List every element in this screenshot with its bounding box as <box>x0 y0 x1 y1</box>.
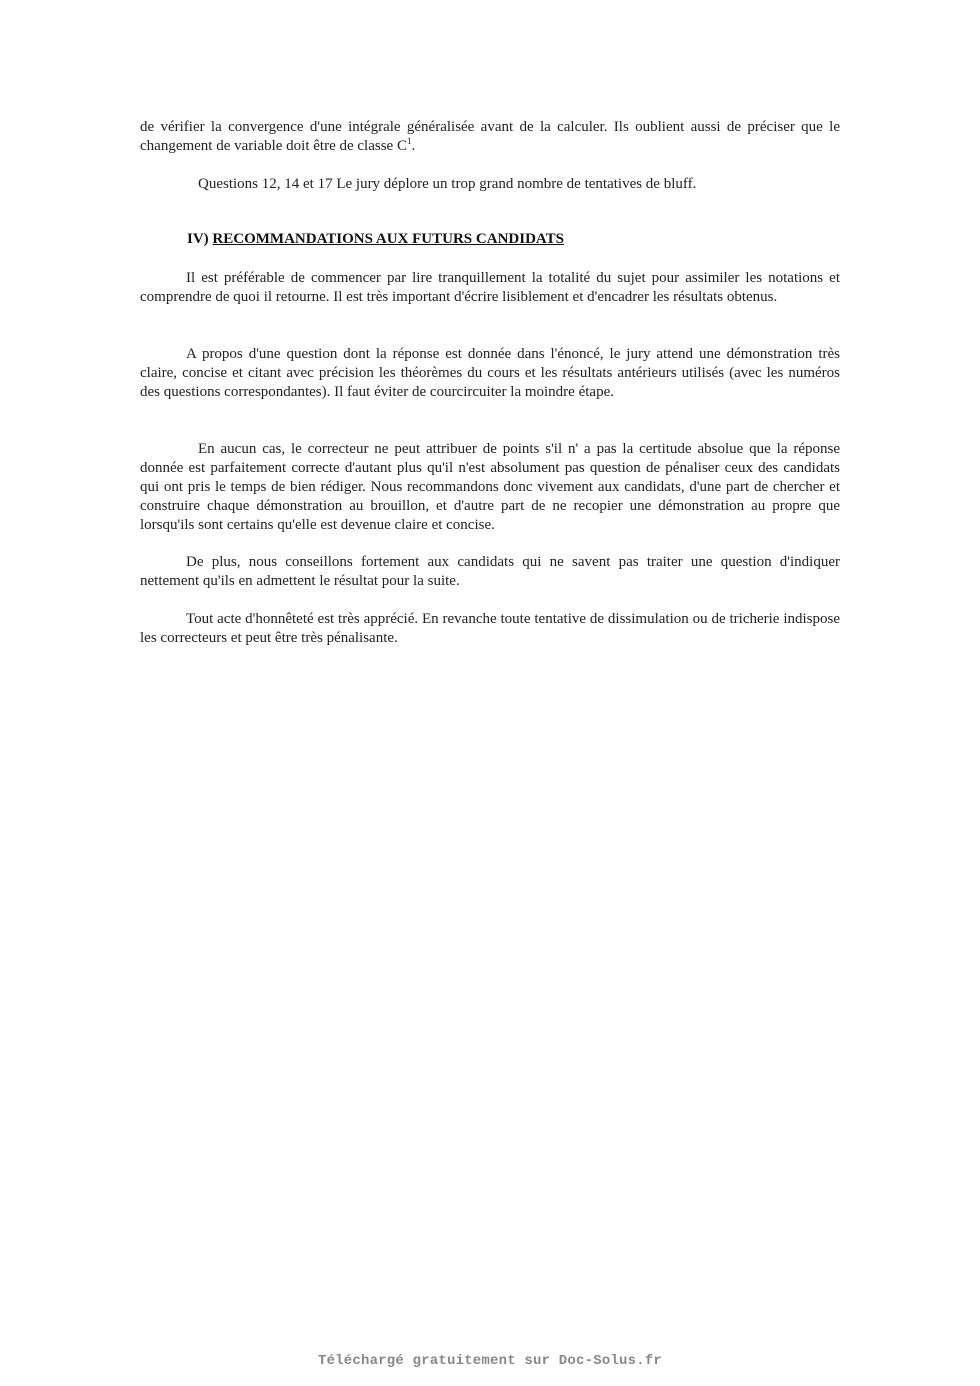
paragraph-text: de vérifier la convergence d'une intégrale généralisée avant de la calculer. Ils oublient aussi de préciser que le changement de variable doit être de classe C <box>140 119 840 154</box>
paragraph-demonstration <box>140 345 840 402</box>
paragraph-integral-convergence <box>140 118 840 156</box>
paragraph-text: Tout acte d'honnêteté est très apprécié. En revanche toute tentative de dissimulation ou de tricherie indispose les correcteurs et peut être très pénalisante. <box>140 611 840 646</box>
paragraph-text: Questions 12, 14 et 17 Le jury déplore un trop grand nombre de tentatives de bluff. <box>198 176 697 192</box>
paragraph-text: En aucun cas, le correcteur ne peut attribuer de points s'il n' a pas la certitude absolue que la réponse donnée est parfaitement correcte d'autant plus qu'il n'est absolument pas question de pénaliser ceux des candidats qui ont pris le temps de bien rédiger. Nous recommandons donc vivement aux candidats, d'une part de chercher et construire chaque démonstration au brouillon, et d'autre part de ne recopier une démonstration au propre que lorsqu'ils sont certains qu'elle est devenue claire et concise. <box>140 441 840 533</box>
footer-watermark: Téléchargé gratuitement sur Doc-Solus.fr <box>317 1353 663 1369</box>
paragraph-grading <box>140 440 840 535</box>
paragraph-text: De plus, nous conseillons fortement aux candidats qui ne savent pas traiter une question d'indiquer nettement qu'ils en admettent le résultat pour la suite. <box>140 554 840 589</box>
paragraph-text: A propos d'une question dont la réponse est donnée dans l'énoncé, le jury attend une démonstration très claire, concise et citant avec précision les théorèmes du cours et les résultats antérieurs utilisés (avec les numéros des questions correspondantes). Il faut éviter de courcircuiter la moindre étape. <box>140 346 840 400</box>
paragraph-read-subject <box>140 269 840 307</box>
section-title: RECOMMANDATIONS AUX FUTURS CANDIDATS <box>212 231 564 247</box>
paragraph-text: Il est préférable de commencer par lire tranquillement la totalité du sujet pour assimiler les notations et comprendre de quoi il retourne. Il est très important d'écrire lisiblement et d'encadrer les résultats obtenus. <box>140 270 840 305</box>
paragraph-admit-result <box>140 553 840 591</box>
paragraph-honesty <box>140 610 840 648</box>
superscript: 1 <box>406 136 412 146</box>
section-number: IV) <box>187 231 209 247</box>
paragraph-text-end: . <box>411 138 416 154</box>
paragraph-questions-bluff <box>198 175 848 194</box>
section-heading <box>187 231 564 248</box>
